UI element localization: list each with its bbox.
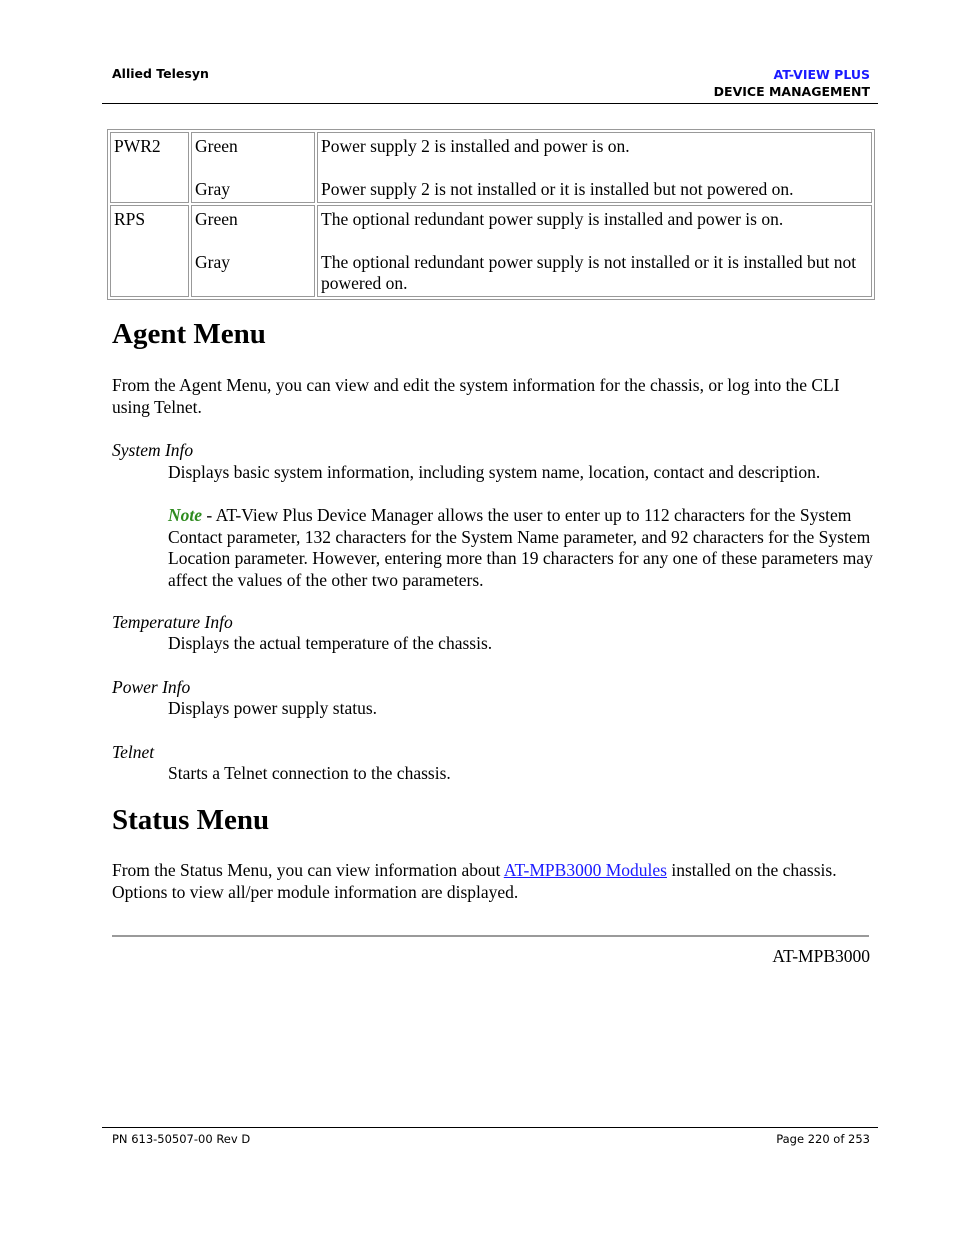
page-number: Page 220 of 253 <box>776 1132 870 1146</box>
led-status-table <box>107 129 875 300</box>
led-colors <box>191 132 315 203</box>
note-text: - AT-View Plus Device Manager allows the user to enter up to 112 characters for the System Contact parameter, 132 characters for the System Name parameter, and 92 characters for the System Location parameter. However, entering more than 19 characters for any one of these parameters may affect the values of the other two parameters. <box>168 505 873 590</box>
agent-menu-heading: Agent Menu <box>112 318 266 350</box>
note-paragraph <box>168 505 873 591</box>
led-color: Green <box>195 209 238 229</box>
company-name: Allied Telesyn <box>112 66 209 81</box>
led-description: The optional redundant power supply is not installed or it is installed but not powered on. <box>321 252 857 293</box>
note-label: Note <box>168 505 203 525</box>
led-color: Green <box>195 136 238 156</box>
desc-power-info: Displays power supply status. <box>168 698 378 718</box>
status-text-after: installed on the chassis. Options to view all/per module information are displayed. <box>112 860 837 902</box>
led-name: RPS <box>110 205 189 297</box>
led-colors <box>191 205 315 297</box>
led-color: Gray <box>195 179 230 199</box>
section-name: DEVICE MANAGEMENT <box>713 84 870 99</box>
led-description: The optional redundant power supply is installed and power is on. <box>321 209 784 229</box>
status-menu-heading: Status Menu <box>112 804 270 836</box>
led-color: Gray <box>195 252 230 272</box>
agent-menu-intro: From the Agent Menu, you can view and edit the system information for the chassis, or log into the CLI using Telnet. <box>112 375 840 417</box>
header-divider <box>102 103 878 104</box>
desc-system-info: Displays basic system information, including system name, location, contact and description. <box>168 462 821 482</box>
led-descriptions <box>317 132 872 203</box>
footer-divider <box>102 1127 878 1128</box>
led-descriptions <box>317 205 872 297</box>
led-description: Power supply 2 is not installed or it is installed but not powered on. <box>321 179 794 199</box>
led-name: PWR2 <box>110 132 189 203</box>
table-row <box>110 132 872 203</box>
section-divider <box>112 935 869 937</box>
term-temperature-info: Temperature Info <box>112 612 233 632</box>
header-title <box>714 66 870 100</box>
term-power-info: Power Info <box>112 677 191 697</box>
status-text-before: From the Status Menu, you can view information about <box>112 860 504 880</box>
term-system-info: System Info <box>112 440 194 460</box>
desc-telnet: Starts a Telnet connection to the chassis. <box>168 763 451 783</box>
term-telnet: Telnet <box>112 742 155 762</box>
led-description: Power supply 2 is installed and power is on. <box>321 136 630 156</box>
modules-link[interactable]: AT-MPB3000 Modules <box>503 860 667 880</box>
model-label: AT-MPB3000 <box>772 946 870 966</box>
desc-temperature-info: Displays the actual temperature of the chassis. <box>168 633 493 653</box>
product-name: AT-VIEW PLUS <box>773 67 870 82</box>
status-menu-paragraph <box>112 859 872 903</box>
part-number: PN 613-50507-00 Rev D <box>112 1132 251 1146</box>
table-row <box>110 205 872 297</box>
